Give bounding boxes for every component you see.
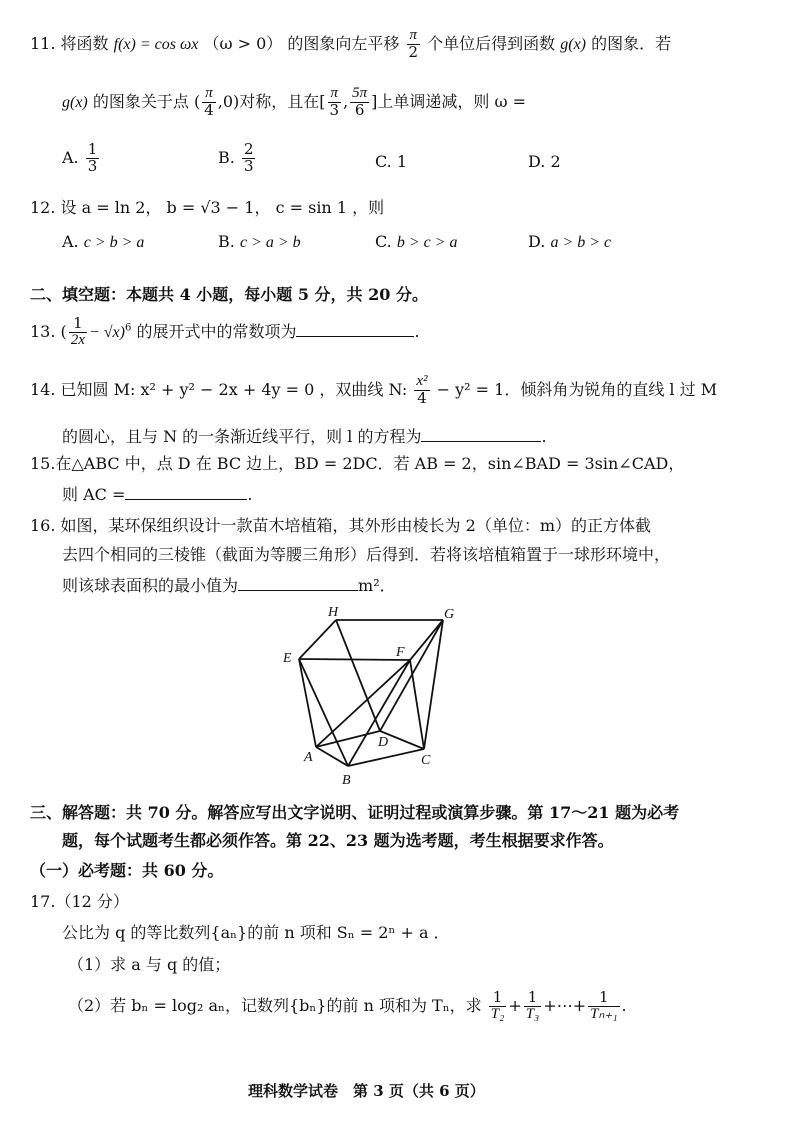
q12-option-a: A. c > b > a [62,232,145,251]
vertex-label-f: F [396,645,405,660]
q15-answer-blank[interactable] [125,485,247,500]
q11-option-b: B. $\frac{2}{3}$ [218,140,254,175]
q11-line2: g(x) 的图象关于点 ( $\frac{\pi}{4}$ ,0)对称，且在[ $\frac{\pi}{3}$ , $\frac{5\pi}{6}$ ]上单调递减，则 ω = [62,85,527,119]
section-3-heading-line1: 三、解答题：共 70 分。解答应写出文字说明、证明过程或演算步骤。第 17～21 题为必考 [30,803,680,822]
q13: 13. ( $\frac{1}{2x}$ − √x)$^6$ 的展开式中的常数项为 . [30,314,420,348]
q17-number: 17.（12 分） [30,892,129,911]
q16-line2: 去四个相同的三棱锥（截面为等腰三角形）后得到．若将该培植箱置于一球形环境中， [62,545,671,564]
section-3-heading-line2: 题，每个试题考生都必须作答。第 22、23 题为选考题，考生根据要求作答。 [62,831,614,850]
page-footer: 理科数学试卷 第 3 页（共 6 页） [248,1082,485,1100]
q16-line3: 则该球表面积的最小值为 m²． [62,576,396,595]
vertex-label-b: B [342,773,351,788]
q11-interval-end: $\frac{5\pi}{6}$ [352,85,368,119]
vertex-label-g: G [444,607,455,622]
q15-line1: 15.在△ABC 中，点 D 在 BC 边上，BD = 2DC．若 AB = 2，sin∠BAD = 3sin∠CAD， [30,454,685,473]
section-2-heading: 二、填空题：本题共 4 小题，每小题 5 分，共 20 分。 [30,285,428,304]
vertex-label-d: D [378,735,389,750]
q12-stem: 12. 设 a = ln 2， b = √3 − 1， c = sin 1 ，则 [30,198,385,217]
q17-stem: 公比为 q 的等比数列{aₙ}的前 n 项和 Sₙ = 2ⁿ + a ． [62,923,450,942]
q12-option-c: C. b > c > a [375,232,458,251]
q17-part1: （1）求 a 与 q 的值； [68,955,231,974]
q16-line1: 16. 如图，某环保组织设计一款苗木培植箱，其外形由棱长为 2（单位：m）的正方体截 [30,516,651,535]
q13-answer-blank[interactable] [296,322,414,337]
q14-answer-blank[interactable] [421,427,541,442]
q15-line2: 则 AC = . [62,485,253,504]
q14-line2: 的圆心，且与 N 的一条渐近线平行，则 l 的方程为 . [62,427,547,446]
q12-option-d: D. a > b > c [528,232,612,251]
q16-figure [276,604,496,794]
vertex-label-c: C [421,753,431,768]
vertex-label-a: A [304,750,313,765]
q16-answer-blank[interactable] [238,576,358,591]
vertex-label-h: H [328,605,339,620]
q12-option-b: B. c > a > b [218,232,301,251]
section-3-1-heading: （一）必考题：共 60 分。 [30,861,224,880]
q11-option-c: C. 1 [375,152,408,171]
q17-part2: （2）若 bₙ = log₂ aₙ，记数列{bₙ}的前 n 项和为 Tₙ，求 $\frac{1}{\text{T₂}}$ + $\frac{1}{\text{T₃}}$ +⋯+ $\frac{1}{\text{Tₙ₊₁}}$ . [68,988,627,1022]
q11-option-a: A. $\frac{1}{3}$ [62,140,98,175]
q11-point-fraction: $\frac{\pi}{4}$ [204,85,214,119]
q11-shift-fraction: $\frac{\pi}{2}$ [408,27,419,61]
vertex-label-e: E [283,651,292,666]
q11-line1: 11. 将函数 f(x) = cos ωx （ω > 0） 的图象向左平移 $\frac{\pi}{2}$ 个单位后得到函数 g(x) 的图象．若 [30,27,672,61]
q11-option-d: D. 2 [528,152,561,171]
q11-number: 11. [30,33,56,53]
q14-line1: 14. 已知圆 M: x² + y² − 2x + 4y = 0 ，双曲线 N: $\frac{\text{x²}}{4}$ − y² = 1．倾斜角为锐角的直线 l 过 M [30,373,718,407]
q11-interval-start: $\frac{\pi}{3}$ [329,85,340,119]
